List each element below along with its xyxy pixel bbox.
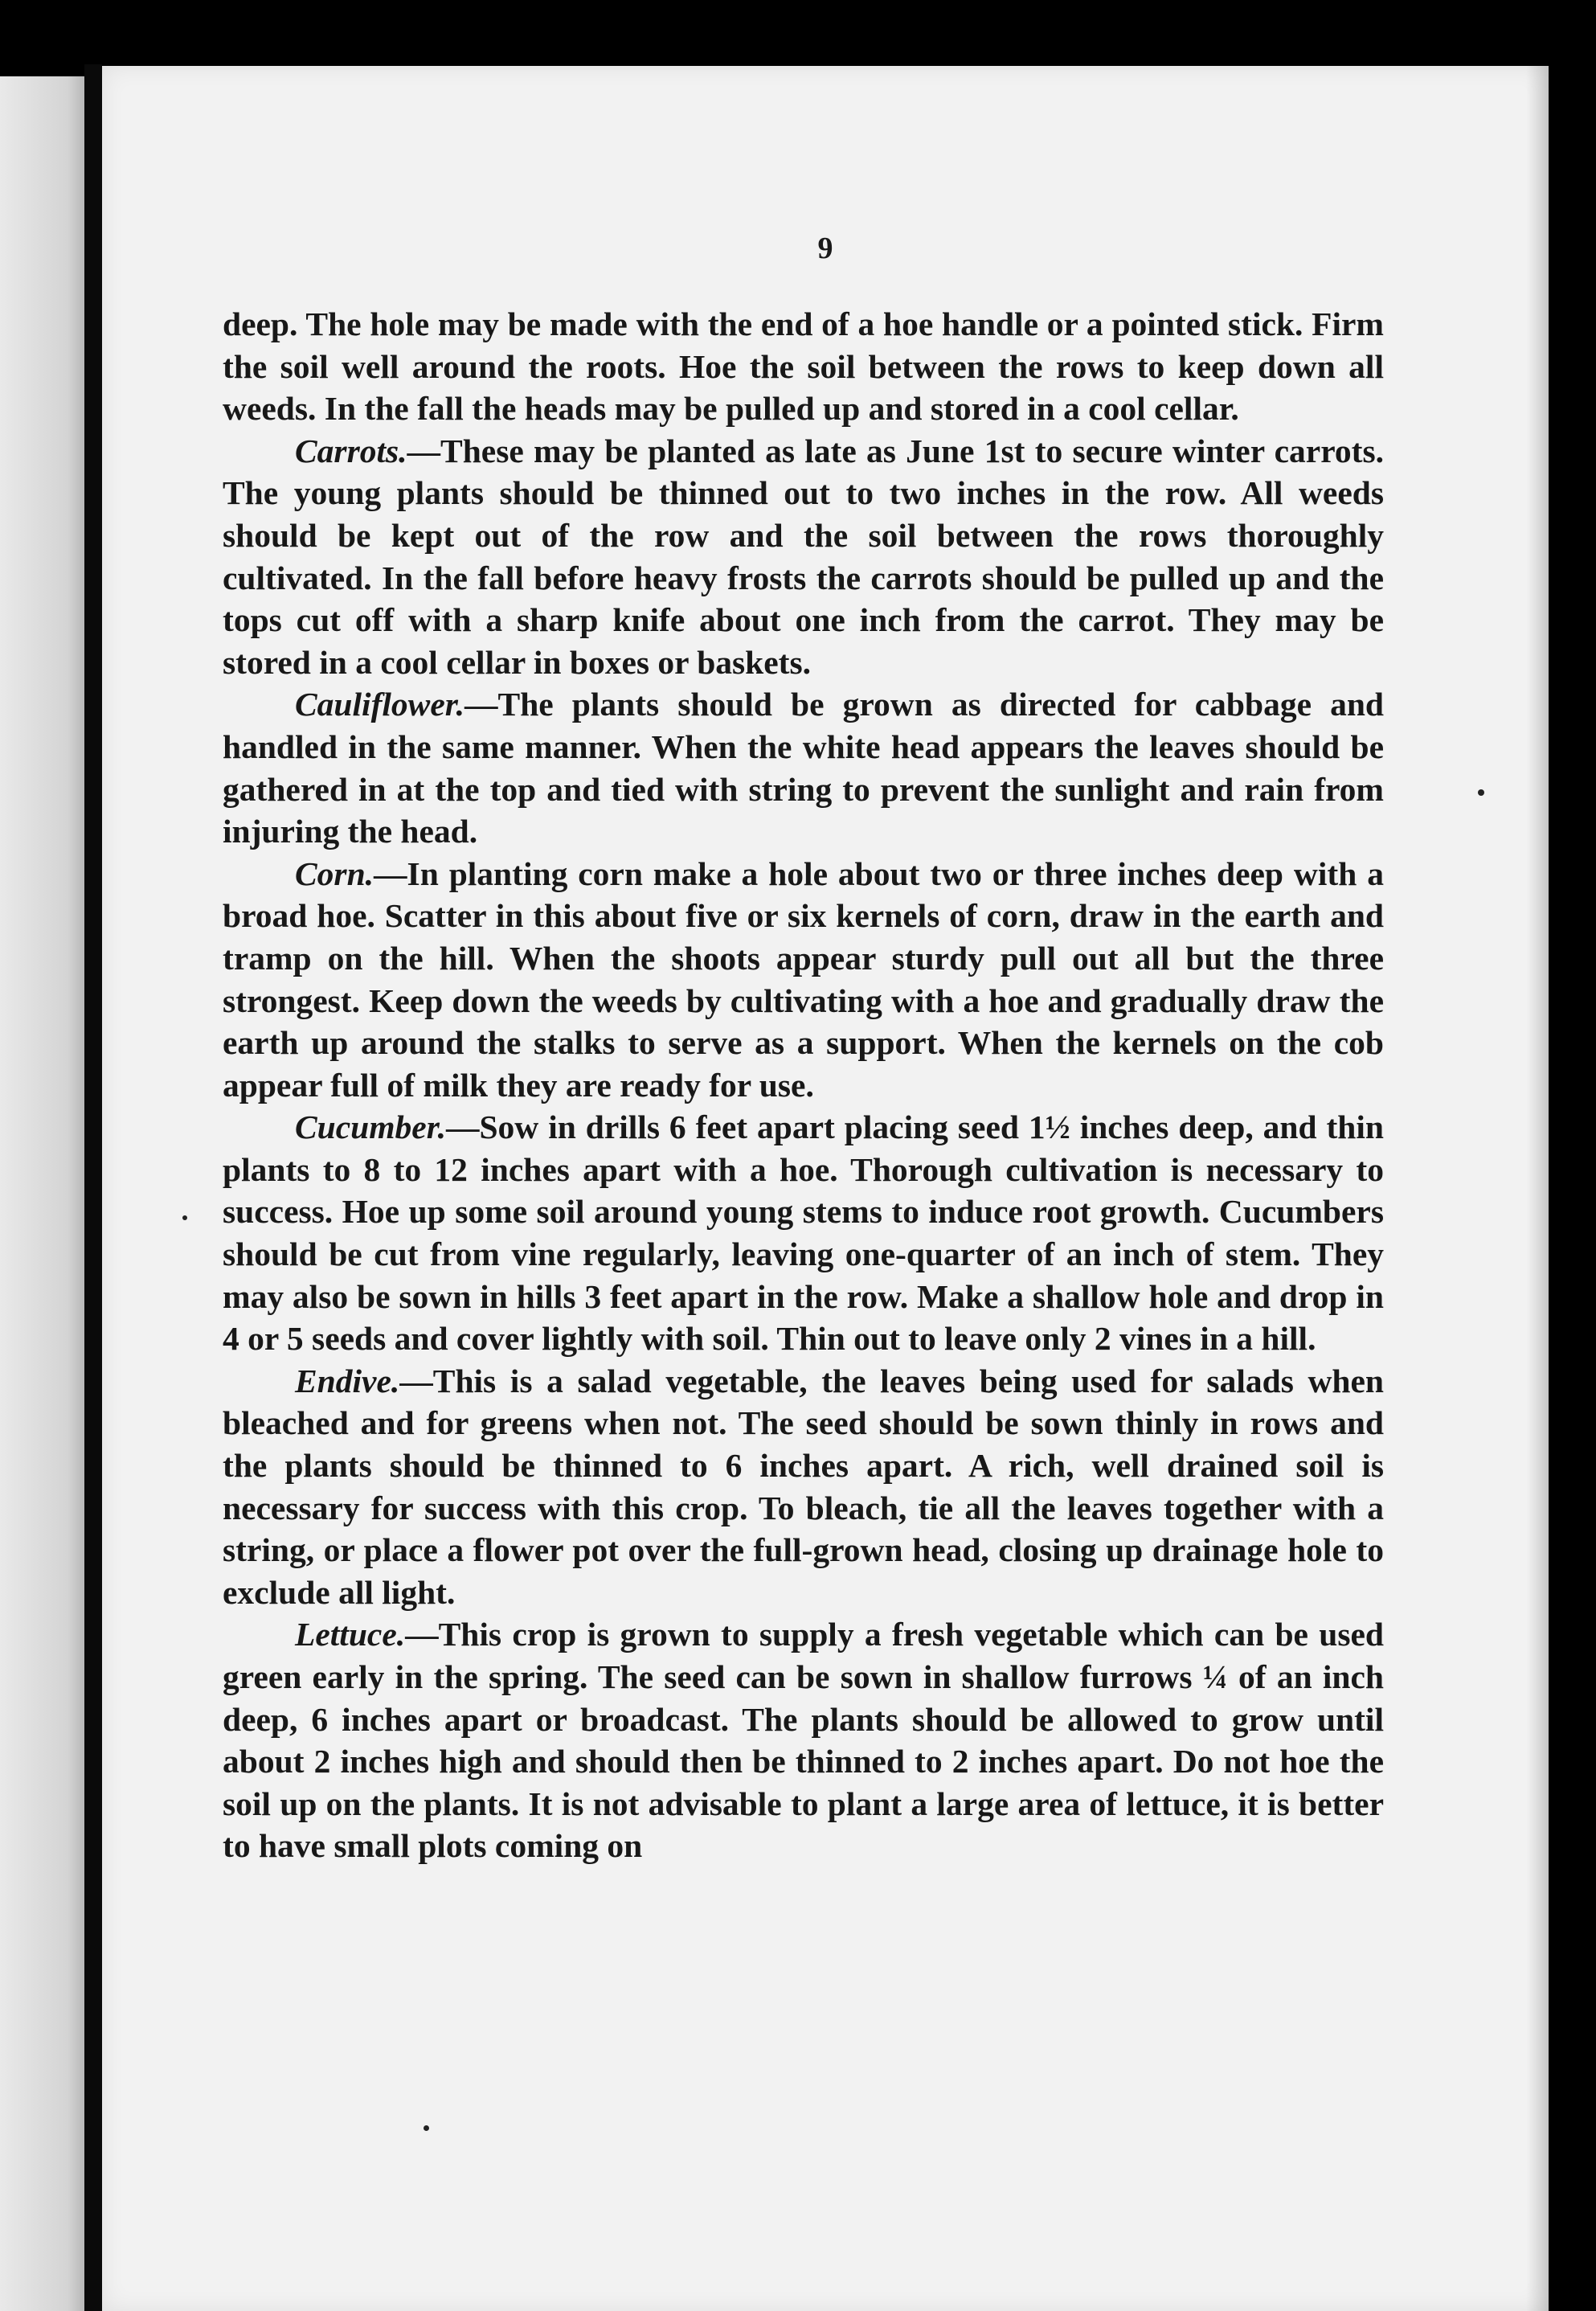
paragraph-lettuce (223, 1613, 1384, 1867)
paragraph-heading: Carrots. (295, 432, 407, 469)
paragraph-body: —Sow in drills 6 feet apart placing seed 1½ inches deep, and thin plants to 8 to 12 inches apart with a hoe. Thorough cultivation is necessary to success. Hoe up some soil around young stems to induce root growth. Cucumbers should be cut from vine regularly, leaving one-quarter of an inch of stem. They may also be sown in hills 3 feet apart in the row. Make a shallow hole and drop in 4 or 5 seeds and cover lightly with soil. Thin out to leave only 2 vines in a hill. (223, 1108, 1384, 1358)
paragraph-body: deep. The hole may be made with the end of a hoe handle or a pointed stick. Firm the soil well around the roots. Hoe the soil between the rows to keep down all weeds. In the fall the heads may be pulled up and stored in a cool cellar. (223, 305, 1384, 428)
facing-page-edge (0, 76, 84, 2311)
paragraph-endive (223, 1360, 1384, 1614)
book-page (102, 66, 1549, 2311)
paragraph-corn (223, 853, 1384, 1107)
page-number: 9 (817, 232, 833, 265)
scan-speck (424, 2125, 429, 2131)
paragraph-carrots (223, 430, 1384, 684)
paragraph-body: —This is a salad vegetable, the leaves being used for salads when bleached and for greens when not. The seed should be sown thinly in rows and the plants should be thinned to 6 inches apart. A rich, well drained soil is necessary for success with this crop. To bleach, tie all the leaves together with a string, or place a flower pot over the full-grown head, closing up drainage hole to exclude all light. (223, 1362, 1384, 1611)
scan-speck (182, 1215, 187, 1220)
page-body-text (223, 303, 1384, 1867)
book-gutter (84, 64, 102, 2311)
paragraph-heading: Cucumber. (295, 1108, 446, 1146)
paragraph-cabbage-continued (223, 303, 1384, 430)
paragraph-heading: Lettuce. (295, 1616, 406, 1653)
paragraph-body: —This crop is grown to supply a fresh vegetable which can be used green early in the spring. The seed can be sown in shallow furrows ¼ of an inch deep, 6 inches apart or broadcast. The plants should be allowed to grow until about 2 inches high and should then be thinned to 2 inches apart. Do not hoe the soil up on the plants. It is not advisable to plant a large area of lettuce, it is better to have small plots coming on (223, 1616, 1384, 1865)
paragraph-body: —In planting corn make a hole about two or three inches deep with a broad hoe. Scatter in this about five or six kernels of corn, draw in the earth and tramp on the hill. When the shoots appear sturdy pull out all but the three strongest. Keep down the weeds by cultivating with a hoe and gradually draw the earth up around the stalks to serve as a support. When the kernels on the cob appear full of milk they are ready for use. (223, 854, 1384, 1104)
page-edge-shadow (1526, 66, 1549, 2311)
paragraph-cucumber (223, 1106, 1384, 1360)
paragraph-body: —These may be planted as late as June 1st to secure winter carrots. The young plants should be thinned out to two inches in the row. All weeds should be kept out of the row and the soil between the rows thoroughly cultivated. In the fall before heavy frosts the carrots should be pulled up and the tops cut off with a sharp knife about one inch from the carrot. They may be stored in a cool cellar in boxes or baskets. (223, 432, 1384, 681)
paragraph-cauliflower (223, 683, 1384, 852)
paragraph-heading: Endive. (295, 1362, 400, 1399)
scan-speck (1478, 789, 1484, 796)
paragraph-heading: Corn. (295, 854, 374, 892)
paragraph-body: —The plants should be grown as directed for cabbage and handled in the same manner. When the white head appears the leaves should be gathered in at the top and tied with string to prevent the sunlight and rain from injuring the head. (223, 686, 1384, 850)
paragraph-heading: Cauliflower. (295, 686, 465, 723)
